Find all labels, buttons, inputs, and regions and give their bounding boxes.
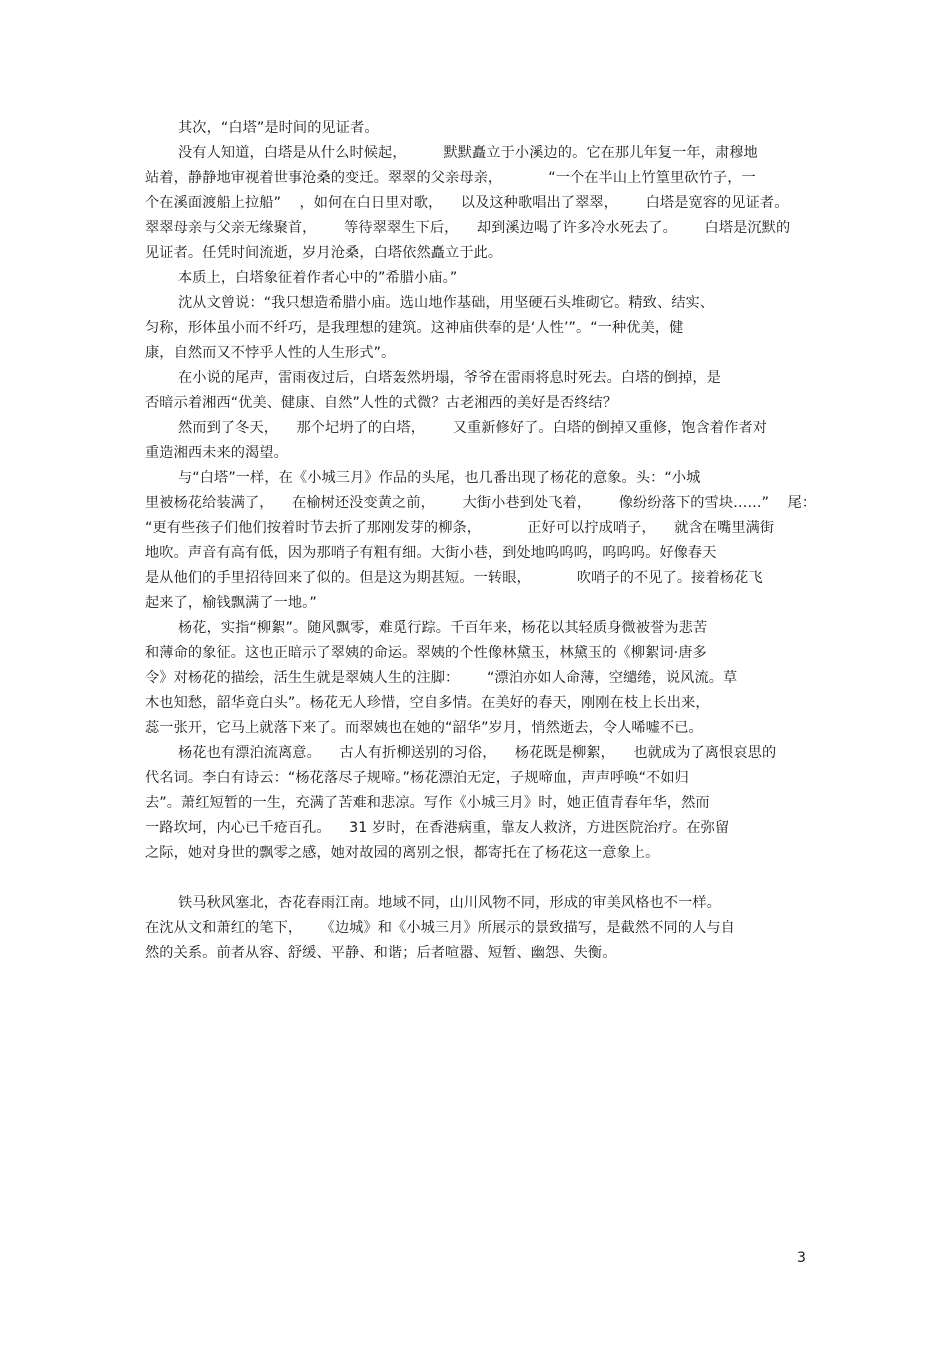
paragraph-line: 木也知愁，韶华竟白头”。杨花无人珍惜，空自多情。在美好的春天，刚刚在枝上长出来，	[145, 695, 710, 711]
paragraph-line: 重造湘西未来的渴望。	[145, 445, 288, 461]
paragraph-line: 然而到了冬天， 那个圮坍了的白塔， 又重新修好了。白塔的倒掉又重修，饱含着作者对	[178, 420, 768, 436]
paragraph-line: 本质上，白塔象征着作者心中的”希腊小庙。”	[178, 270, 458, 286]
paragraph-line: 之际，她对身世的飘零之感，她对故园的离别之恨，都寄托在了杨花这一意象上。	[145, 845, 660, 861]
paragraph-line: 杨花也有漂泊流离意。 古人有折柳送别的习俗， 杨花既是柳絮， 也就成为了离恨哀思的	[178, 745, 777, 761]
paragraph-line: 沈从文曾说：“我只想造希腊小庙。选山地作基础，用坚硬石头堆砌它。精致、结实、	[178, 295, 715, 311]
paragraph-line: 里被杨花给装满了， 在榆树还没变黄之前， 大街小巷到处飞着， 像纷纷落下的雪块……” 尾：	[145, 495, 817, 511]
paragraph-line: 否暗示着湘西“优美、健康、自然”人性的式微？古老湘西的美好是否终结？	[145, 395, 618, 411]
paragraph-line: 站着，静静地审视着世事沧桑的变迁。翠翠的父亲母亲， “一个在半山上竹篁里砍竹子，一	[145, 170, 756, 186]
paragraph-line: 令》对杨花的描绘，活生生就是翠姨人生的注脚： “漂泊亦如人命薄，空缱绻，说风流。草	[145, 670, 738, 686]
paragraph-line: 其次，“白塔”是时间的见证者。	[178, 120, 379, 136]
paragraph-line: 在小说的尾声，雷雨夜过后，白塔轰然坍塌，爷爷在雷雨将息时死去。白塔的倒掉，是	[178, 370, 721, 386]
paragraph-line: 见证者。任凭时间流逝，岁月沧桑，白塔依然矗立于此。	[145, 245, 503, 261]
paragraph-line: 铁马秋风塞北，杏花春雨江南。地域不同，山川风物不同，形成的审美风格也不一样。	[178, 895, 721, 911]
paragraph-line: 去”。萧红短暂的一生，充满了苦难和悲凉。写作《小城三月》时，她正值青春年华，然而	[145, 795, 710, 811]
paragraph-line: 和薄命的象征。这也正暗示了翠姨的命运。翠姨的个性像林黛玉，林黛玉的《柳絮词·唐多	[145, 645, 707, 661]
paragraph-line: 起来了，榆钱飘满了一地。”	[145, 595, 317, 611]
paragraph-line: 与“白塔”一样，在《小城三月》作品的头尾，也几番出现了杨花的意象。头：“小城	[178, 470, 701, 486]
paragraph-line: 然的关系。前者从容、舒缓、平静、和谐；后者喧嚣、短暂、幽怨、失衡。	[145, 945, 617, 961]
paragraph-line: 个在溪面渡船上拉船” ，如何在白日里对歌， 以及这种歌唱出了翠翠， 白塔是宽容的见证者。	[145, 195, 789, 211]
paragraph-line: 一路坎坷，内心已千疮百孔。 31 岁时，在香港病重，靠友人救济，方进医院治疗。在弥留	[145, 820, 730, 836]
paragraph-line: 地吹。声音有高有低，因为那哨子有粗有细。大街小巷，到处地呜呜呜，呜呜呜。好像春天	[145, 545, 717, 561]
paragraph-line: 没有人知道，白塔是从什么时候起， 默默矗立于小溪边的。它在那儿年复一年，肃穆地	[178, 145, 758, 161]
paragraph-line: 翠翠母亲与父亲无缘聚首， 等待翠翠生下后， 却到溪边喝了许多冷水死去了。 白塔是沉默的	[145, 220, 791, 236]
paragraph-line: 代名词。李白有诗云：“杨花落尽子规啼。”杨花漂泊无定，子规啼血，声声呼唤“不如归	[145, 770, 689, 786]
paragraph-line: 蕊一张开，它马上就落下来了。而翠姨也在她的“韶华”岁月，悄然逝去，令人唏嘘不已。	[145, 720, 703, 736]
paragraph-line: 在沈从文和萧红的笔下， 《边城》和《小城三月》所展示的景致描写，是截然不同的人与自	[145, 920, 735, 936]
paragraph-line: 匀称，形体虽小而不纤巧，是我理想的建筑。这神庙供奉的是‘人性’”。“一种优美，健	[145, 320, 684, 336]
paragraph-line: “更有些孩子们他们按着时节去折了那刚发芽的柳条， 正好可以拧成哨子， 就含在嘴里满街	[145, 520, 775, 536]
page-number: 3	[797, 1250, 806, 1266]
paragraph-line: 是从他们的手里招待回来了似的。但是这为期甚短。一转眼， 吹哨子的不见了。接着杨花飞	[145, 570, 763, 586]
paragraph-line: 康，自然而又不悖乎人性的人生形式”。	[145, 345, 396, 361]
paragraph-line: 杨花，实指“柳絮”。随风飘零，难觅行踪。千百年来，杨花以其轻质身微被誉为悲苦	[178, 620, 708, 636]
